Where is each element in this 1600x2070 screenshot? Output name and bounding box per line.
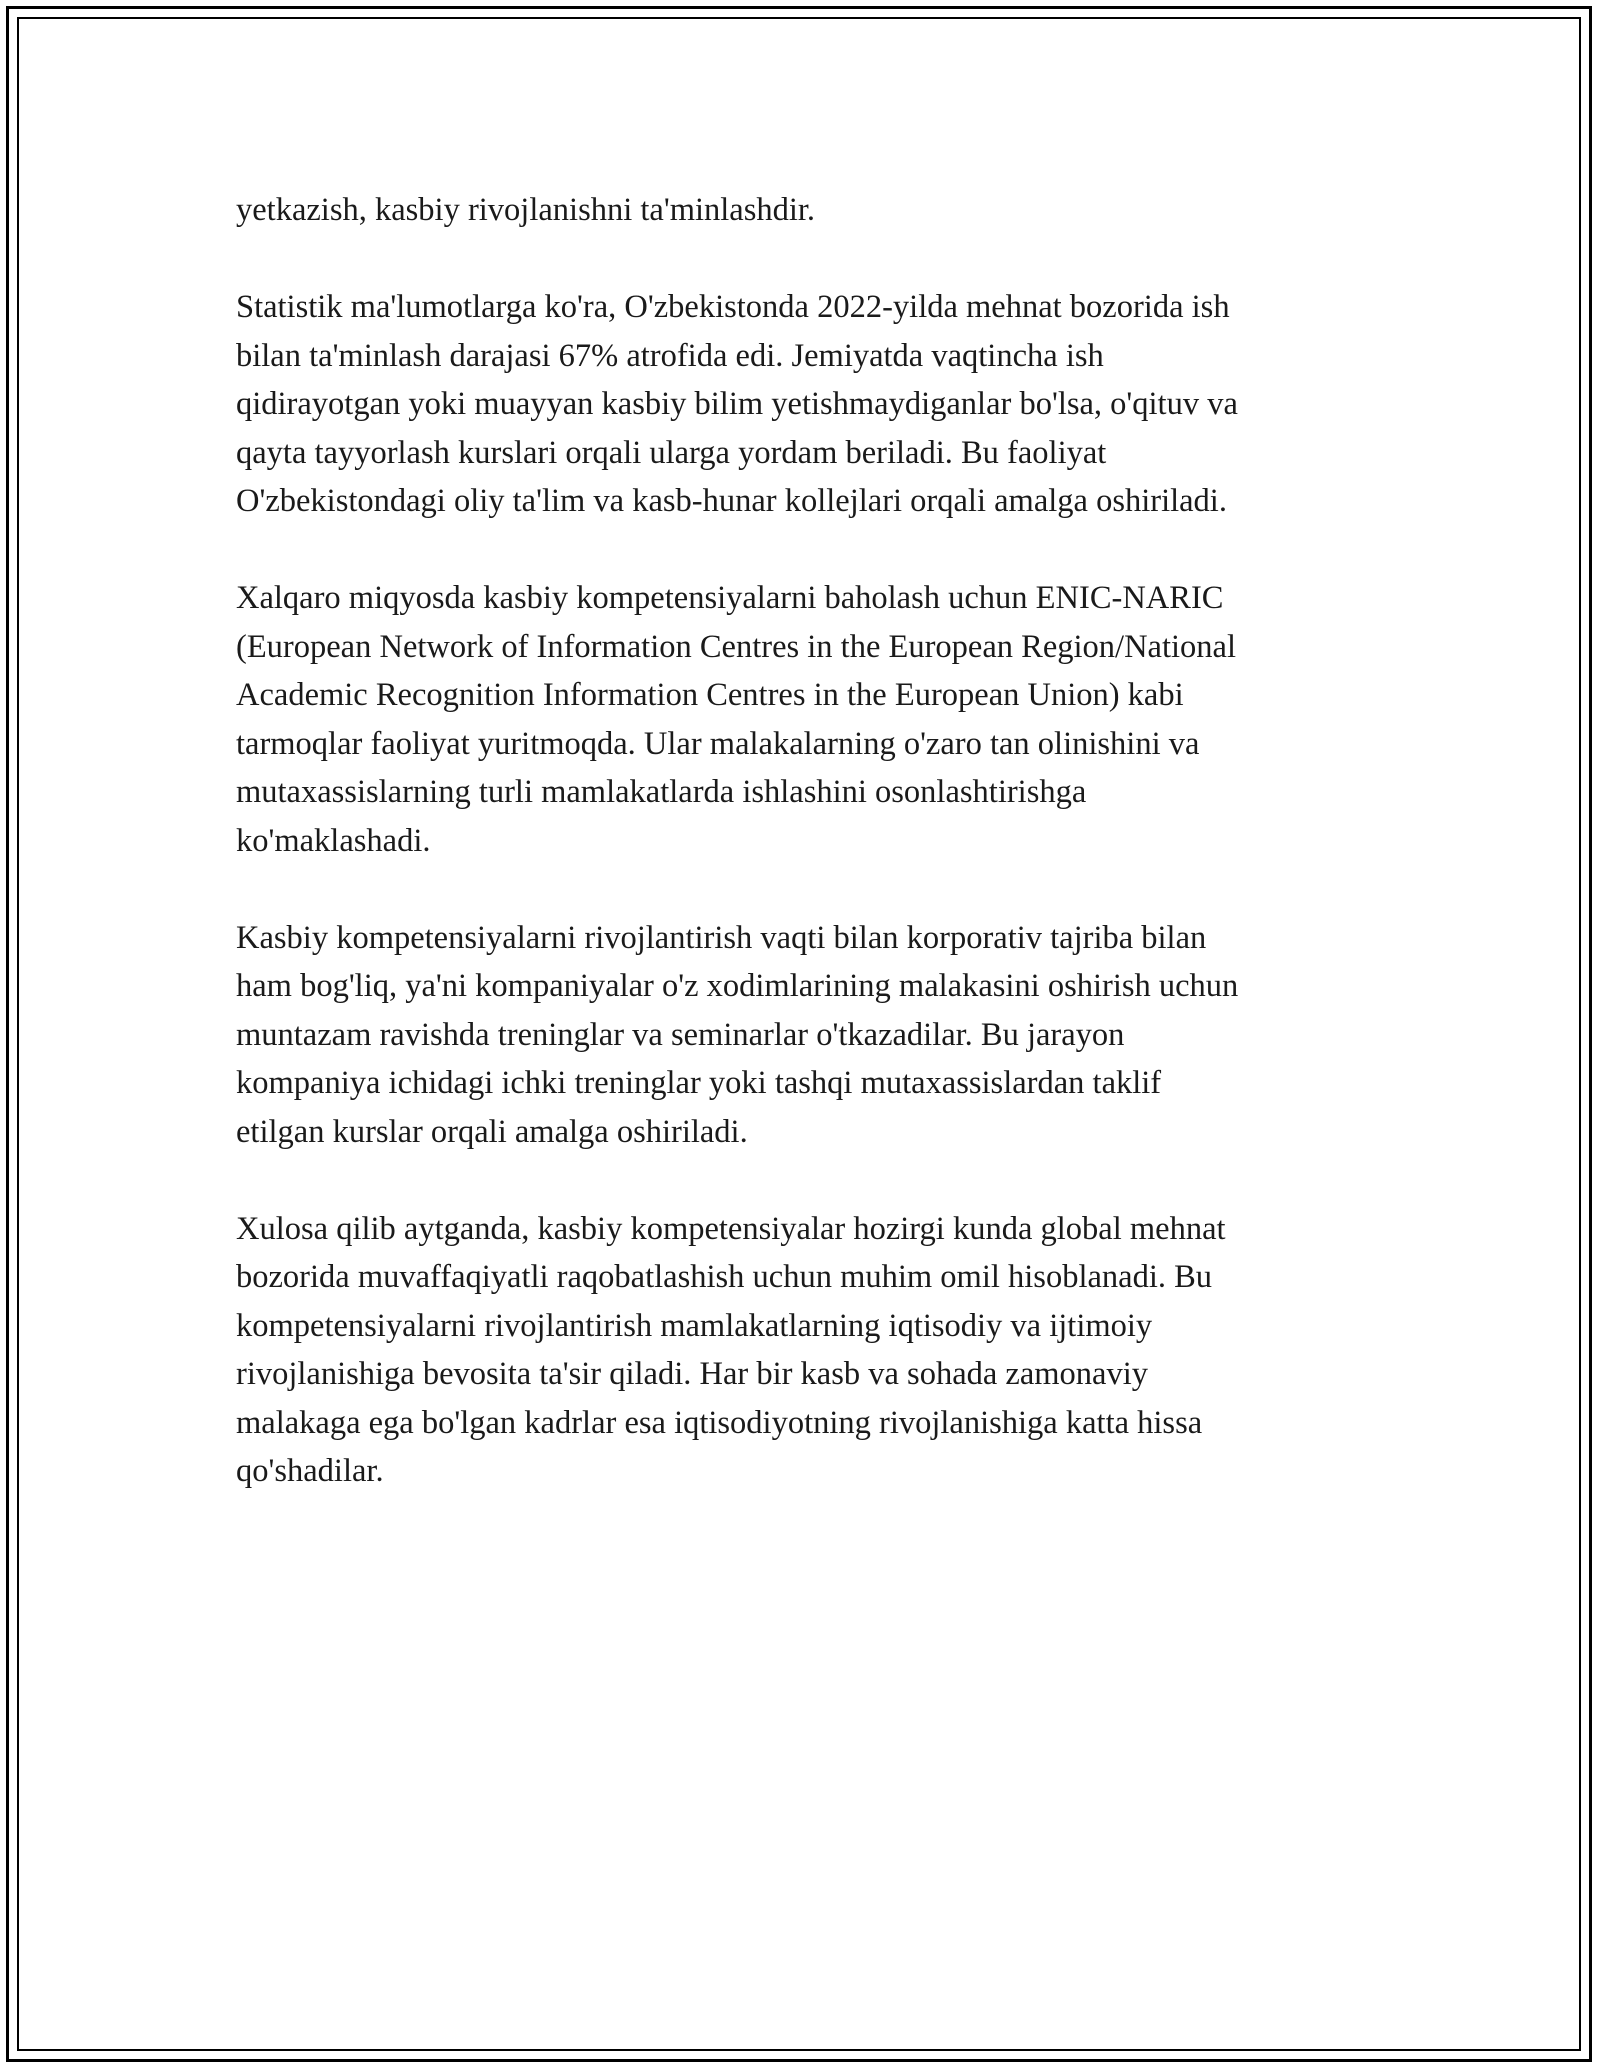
- paragraph-conclusion: Xulosa qilib aytganda, kasbiy kompetensiyalar hozirgi kunda global mehnat bozorida muvaffaqiyatli raqobatlashish uchun muhim omil hisoblanadi. Bu kompetensiyalarni rivojlantirish mamlakatlarning iqtisodiy va ijtimoiy rivojlanishiga bevosita ta'sir qiladi. Har bir kasb va sohada zamonaviy malakaga ega bo'lgan kadrlar esa iqtisodiyotning rivojlanishiga katta hissa qo'shadilar.: [236, 1210, 1226, 1489]
- document-body: [236, 186, 1376, 1544]
- paragraph-international: Xalqaro miqyosda kasbiy kompetensiyalarni baholash uchun ENIC-NARIC (European Network of Information Centres in the European Region/National Academic Recognition Information Centres in the European Union) kabi tarmoqlar faoliyat yuritmoqda. Ular malakalarning o'zaro tan olinishini va mutaxassislarning turli mamlakatlarda ishlashini osonlashtirishga ko'maklashadi.: [236, 580, 1236, 859]
- paragraph-statistics: Statistik ma'lumotlarga ko'ra, O'zbekistonda 2022-yilda mehnat bozorida ish bilan ta'minlash darajasi 67% atrofida edi. Jemiyatda vaqtincha ish qidirayotgan yoki muayyan kasbiy bilim yetishmaydiganlar bo'lsa, o'qituv va qayta tayyorlash kurslari orqali ularga yordam beriladi. Bu faoliyat O'zbekistondagi oliy ta'lim va kasb-hunar kollejlari orqali amalga oshiriladi.: [236, 289, 1238, 519]
- paragraph-corporate: Kasbiy kompetensiyalarni rivojlantirish vaqti bilan korporativ tajriba bilan ham bog'liq, ya'ni kompaniyalar o'z xodimlarining malakasini oshirish uchun muntazam ravishda treninglar va seminarlar o'tkazadilar. Bu jarayon kompaniya ichidagi ichki treninglar yoki tashqi mutaxassislardan taklif etilgan kurslar orqali amalga oshiriladi.: [236, 919, 1239, 1150]
- paragraph-continuation: yetkazish, kasbiy rivojlanishni ta'minlashdir.: [236, 192, 816, 228]
